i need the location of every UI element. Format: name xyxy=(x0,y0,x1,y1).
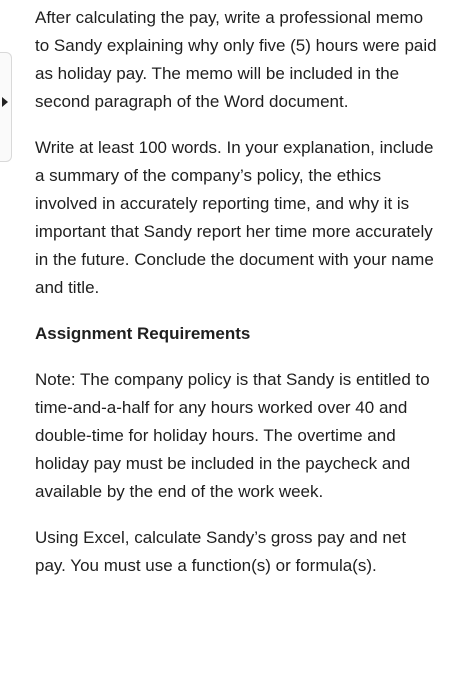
side-panel-tab[interactable] xyxy=(0,52,12,162)
section-heading: Assignment Requirements xyxy=(35,324,251,343)
document-body xyxy=(35,4,440,580)
policy-note-paragraph: Note: The company policy is that Sandy is entitled to time-and-a-half for any hours worked over 40 and double-time for holiday hours. The overtime and holiday pay must be included in the paycheck and available by the end of the work week. xyxy=(35,370,430,501)
memo-instructions-paragraph: After calculating the pay, write a professional memo to Sandy explaining why only five (5) hours were paid as holiday pay. The memo will be included in the second paragraph of the Word document. xyxy=(35,8,437,111)
caret-right-icon[interactable] xyxy=(2,97,8,107)
word-count-paragraph: Write at least 100 words. In your explanation, include a summary of the company’s policy, the ethics involved in accurately reporting time, and why it is important that Sandy report her time more accurately in the future. Conclude the document with your name and title. xyxy=(35,138,434,297)
excel-instructions-paragraph: Using Excel, calculate Sandy’s gross pay and net pay. You must use a function(s) or formula(s). xyxy=(35,528,407,575)
